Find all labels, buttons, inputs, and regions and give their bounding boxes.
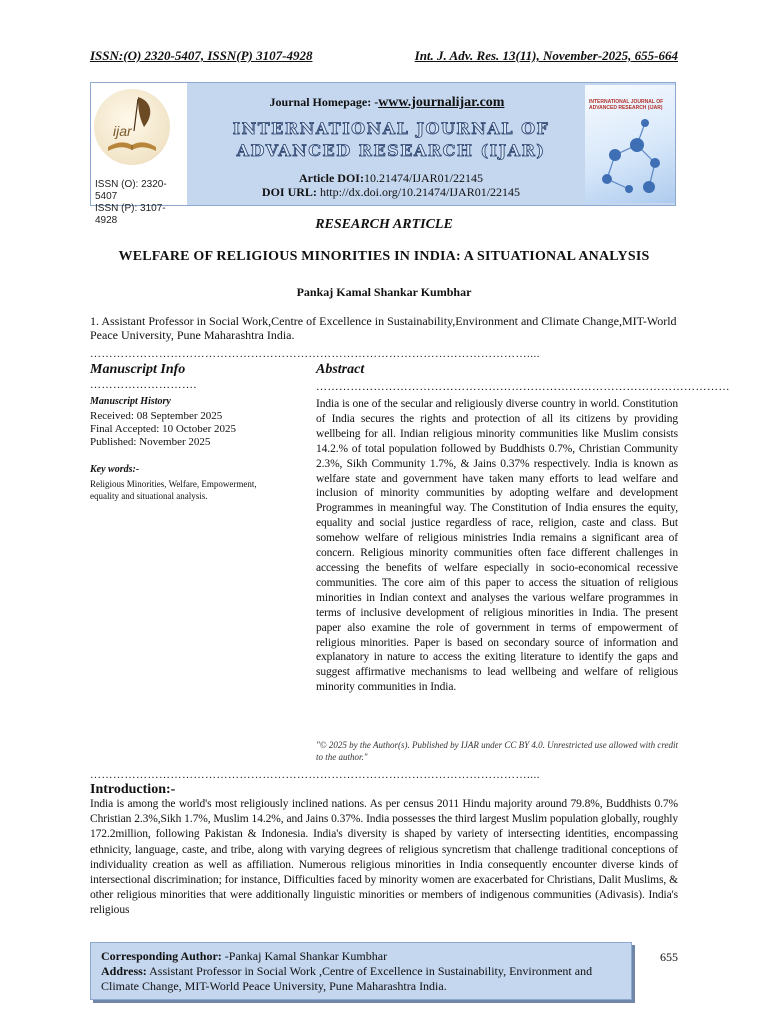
logo-issn-print: ISSN (P): 3107-4928 — [95, 203, 166, 226]
address-label: Address: — [101, 964, 147, 978]
journal-title-line2: ADVANCED RESEARCH (IJAR) — [236, 141, 546, 160]
corresponding-author-label: Corresponding Author: — [101, 949, 222, 963]
corresponding-author-name: -Pankaj Kamal Shankar Kumbhar — [221, 949, 388, 963]
homepage-link[interactable]: www.journalijar.com — [378, 95, 505, 110]
introduction-heading: Introduction:- — [90, 782, 176, 797]
manuscript-history-label: Manuscript History — [90, 396, 171, 407]
abstract-body: India is one of the secular and religiously diverse country in world. Constitution of India secures the rights and protection of all its citizens by providing wellbeing for all. Indian religious minority communities like Muslim consists 14.2.% of total population followed by Buddhists 0.7%, Christian Community 2.3%, Sikh Community 1.7%, & Jains 0.37% respectively. India is known as welfare state and government have taken many efforts to lead welfare and inclusion of minority communities by adopting welfare and development Programmes in meaningful way. The Constitution of India ensures the equity, equality and social justice regardless of race, religion, caste and class. But somehow welfare of religious ministries India remains a significant area of concern. Religious minority communities often face different challenges in accessing the benefits of welfare especially in socio-economical recessive communities. The core aim of this paper to access the situation of religious minorities in Indian context and analyses the various welfare programmes in terms of inclusive development of religious minorities in India. The present paper also examine the role of government in terms of empowerment of religious minorities. Paper is based on secondary source of information and explanatory in nature to access the exiting literature to identify the gaps and suggest affirmative mechanisms to lead wellbeing and welfare of religious minority communities in India. — [316, 398, 678, 694]
doi-url-link[interactable]: http://dx.doi.org/10.21474/IJAR01/22145 — [319, 185, 521, 199]
issn-header: ISSN:(O) 2320-5407, ISSN(P) 3107-4928 — [90, 48, 313, 63]
dotted-divider-top: …………………………………………………………………………………………………….... — [90, 348, 540, 360]
homepage-label: Journal Homepage: - — [269, 95, 379, 109]
journal-cover-image — [585, 85, 675, 203]
keywords-label: Key words:- — [90, 464, 140, 475]
doi-url — [201, 185, 581, 200]
logo-issn-online: ISSN (O): 2320-5407 — [95, 179, 167, 202]
running-header — [90, 46, 678, 64]
logo-emblem — [94, 89, 170, 165]
article-doi — [201, 171, 581, 186]
address-line — [101, 964, 625, 994]
journal-title-line1: INTERNATIONAL JOURNAL OF — [232, 119, 550, 138]
article-doi-label: Article DOI: — [299, 171, 364, 185]
manuscript-dots: ………………………. — [90, 379, 197, 391]
doi-url-label: DOI URL: — [261, 185, 317, 199]
license-note: "© 2025 by the Author(s). Published by IJAR under CC BY 4.0. Unrestricted use allowed with credit to the author." — [316, 740, 678, 762]
published-date: Published: November 2025 — [90, 436, 211, 448]
corresponding-author-line — [101, 949, 625, 964]
journal-logo — [91, 83, 187, 226]
address-text: Assistant Professor in Social Work ,Centre of Excellence in Sustainability, Environment and Climate Change, MIT-World Peace University, Pune Maharashtra India. — [101, 964, 593, 993]
received-date: Received: 08 September 2025 — [90, 410, 223, 422]
abstract-dots: ……………………………………………………………………………………………… — [316, 381, 730, 393]
logo-text: ijar — [113, 123, 132, 139]
corresponding-author-text — [101, 949, 625, 994]
article-type: RESEARCH ARTICLE — [315, 217, 453, 232]
author-name: Pankaj Kamal Shankar Kumbhar — [296, 285, 472, 299]
keywords-text: Religious Minorities, Welfare, Empowerment, equality and situational analysis. — [90, 479, 257, 501]
page-number: 655 — [660, 950, 678, 964]
abstract-heading: Abstract — [316, 362, 365, 377]
journal-homepage — [187, 95, 587, 111]
dotted-divider-bottom: …………………………………………………………………………………………………….... — [90, 769, 540, 781]
introduction-body: India is among the world's most religiously inclined nations. As per census 2011 Hindu majority around 79.8%, Buddhists 0.7% Christian 2.3%,Sikh 1.7%, Muslim 14.2%, and Jains 0.37%. India possesses the third largest Muslim population globally, roughly 172.2million, following Pakistan & Indonesia. India's diversity is shaped by variety of intersecting identities, encompassing ethnicity, language, caste, and tribe, along with varying degrees of religious syncretism that challenge traditional conceptions of individuality creation as well as affiliation. Numerous religious minorities in India consequently encounter diverse kinds of intersectional discrimination; for instance, Difficulties faced by minority women are exacerbated for Christians, Dalit Muslims, & other religious minorities that were additionally linguistic minorities or members of indigenous communities (Adivasis). India's religious — [90, 798, 678, 917]
paper-title: WELFARE OF RELIGIOUS MINORITIES IN INDIA: A SITUATIONAL ANALYSIS — [118, 249, 650, 264]
citation-header: Int. J. Adv. Res. 13(11), November-2025, 655-664 — [414, 48, 678, 63]
author-affiliation: 1. Assistant Professor in Social Work,Centre of Excellence in Sustainability,Environment and Climate Change,MIT-World Peace University, Pune Maharashtra India. — [90, 314, 677, 342]
corresponding-author-box — [90, 942, 632, 1000]
manuscript-info-heading: Manuscript Info — [90, 362, 186, 377]
cover-title: INTERNATIONAL JOURNAL OF ADVANCED RESEARCH (IJAR) — [589, 99, 664, 111]
accepted-date: Final Accepted: 10 October 2025 — [90, 423, 237, 435]
quill-book-icon — [94, 89, 170, 165]
article-doi-value: 10.21474/IJAR01/22145 — [363, 171, 483, 185]
